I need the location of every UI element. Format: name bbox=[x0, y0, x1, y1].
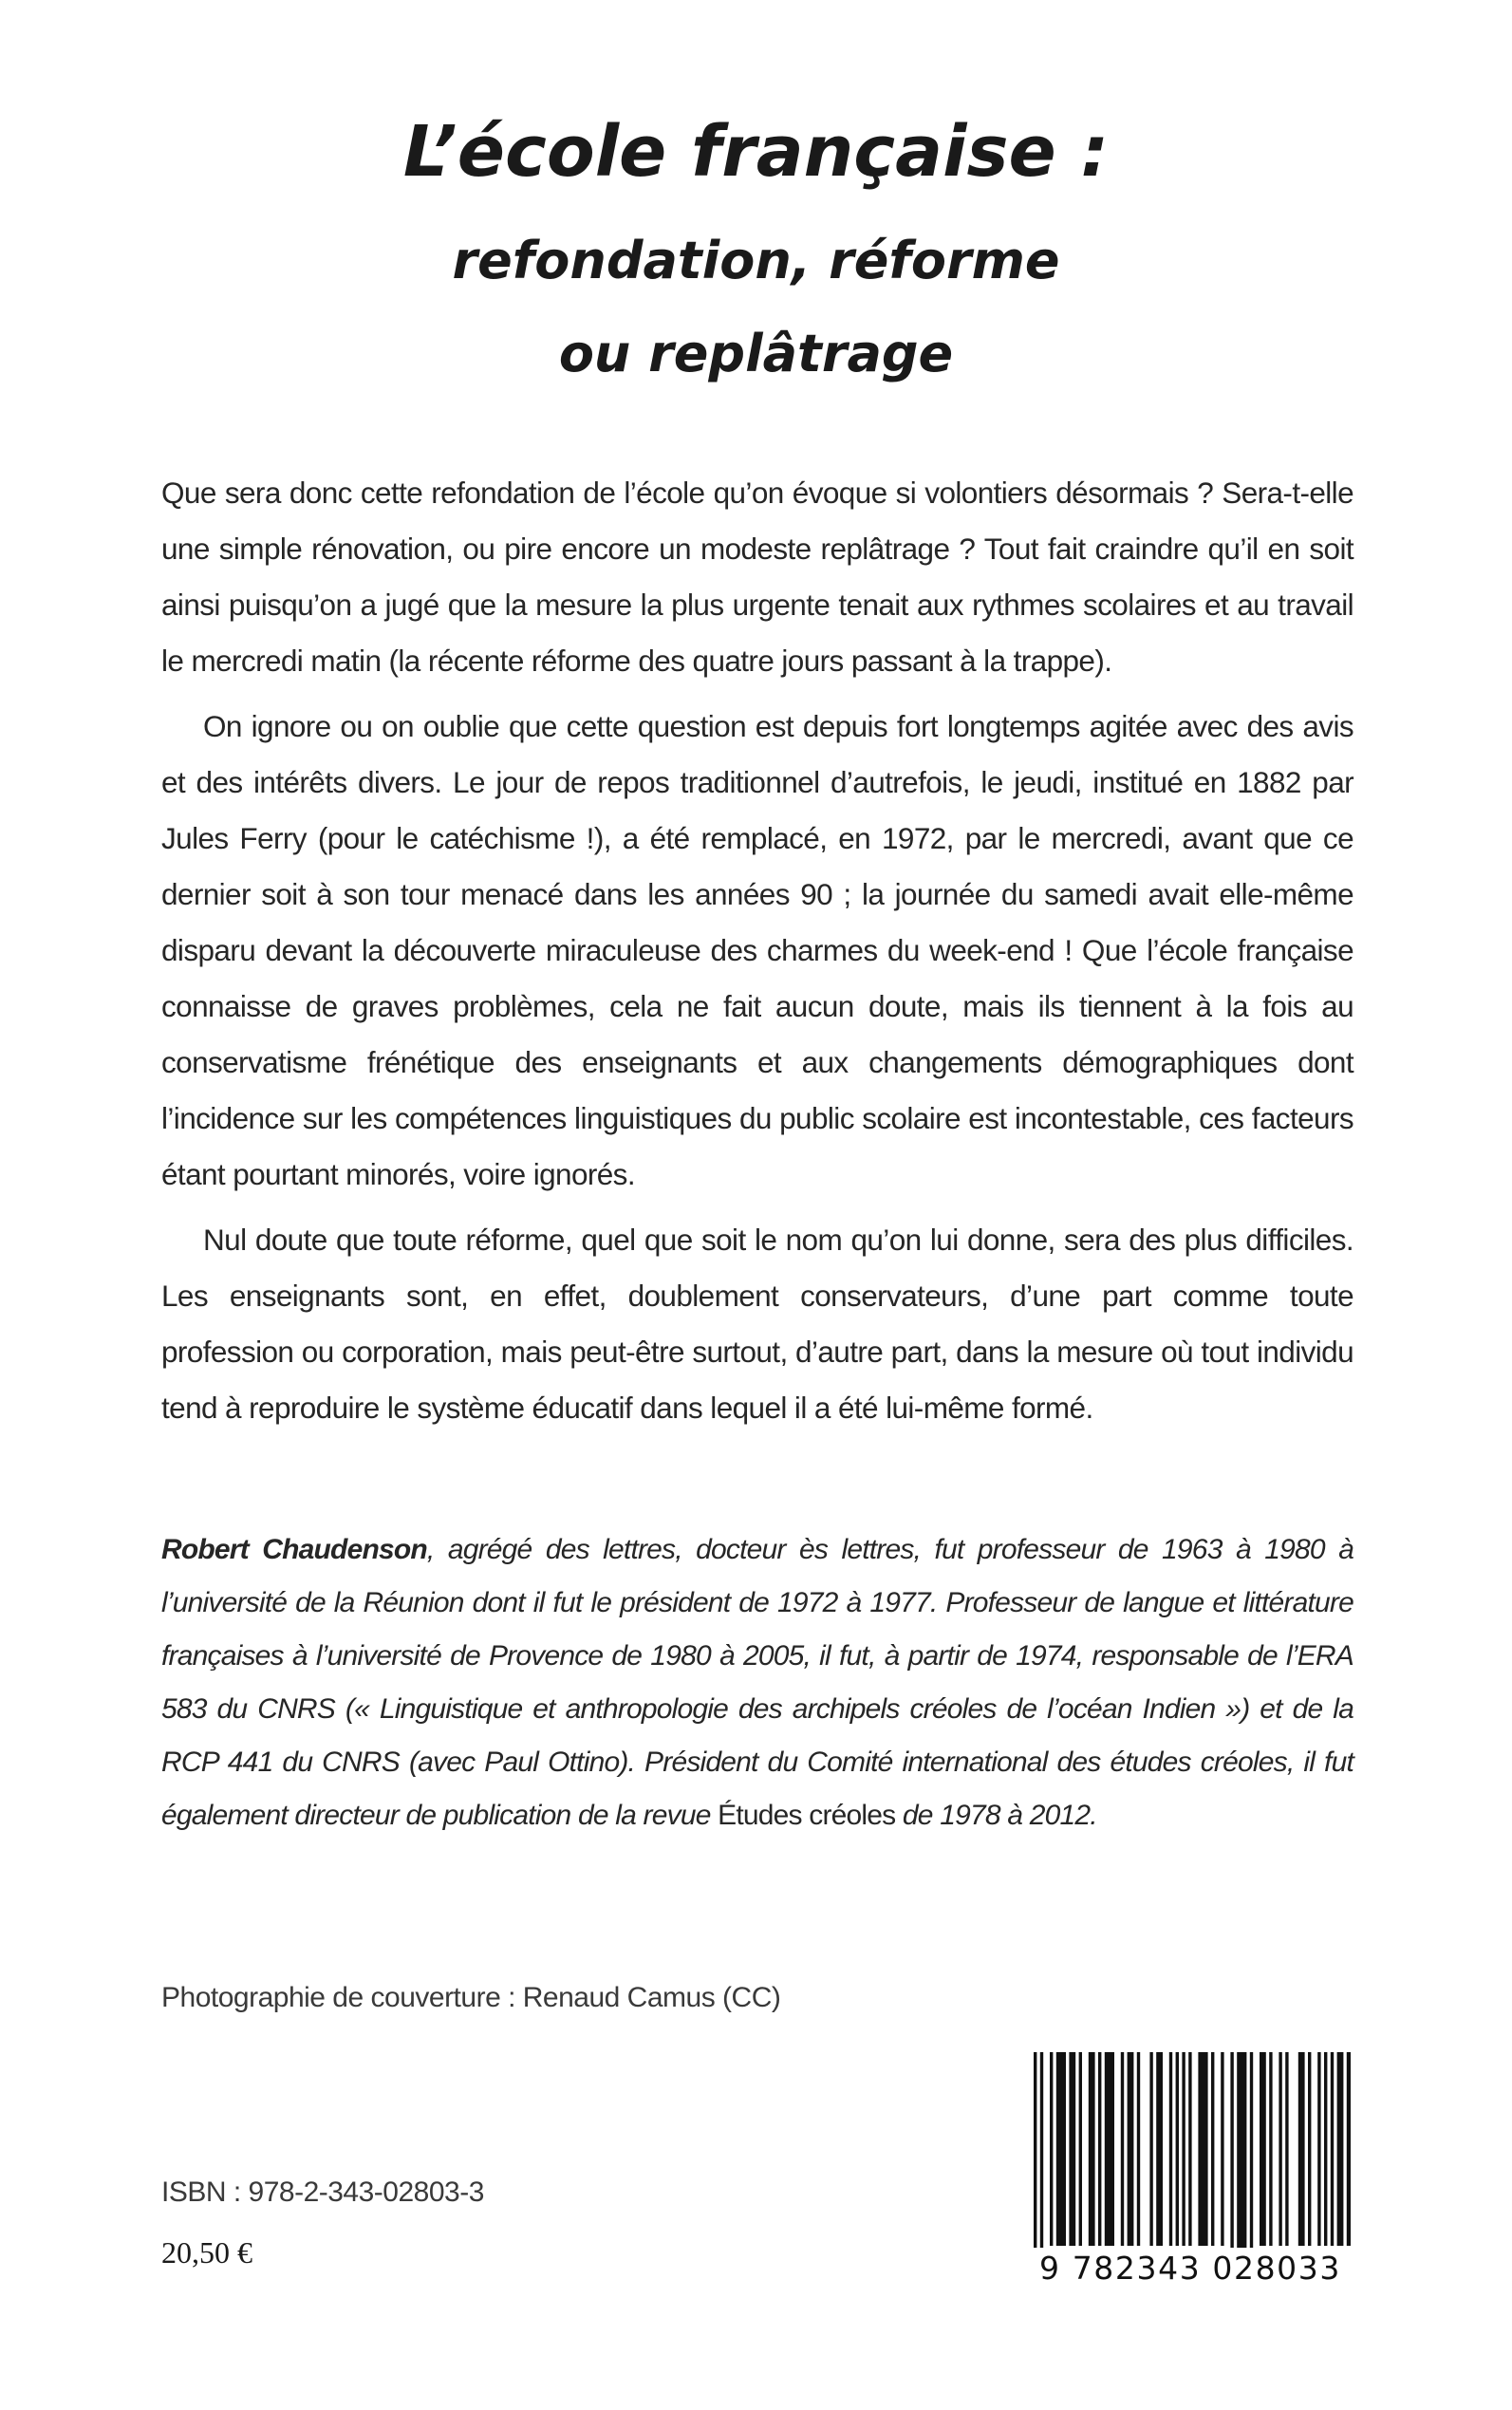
barcode-bar bbox=[1337, 2052, 1344, 2246]
barcode-bar bbox=[1317, 2052, 1320, 2246]
barcode-bar bbox=[1198, 2052, 1207, 2246]
blurb bbox=[161, 465, 1353, 1446]
barcode-bar bbox=[1105, 2052, 1114, 2246]
barcode-bar bbox=[1098, 2052, 1101, 2246]
barcode-bar bbox=[1324, 2052, 1327, 2246]
barcode-bar bbox=[1237, 2052, 1246, 2257]
barcode-bar bbox=[1347, 2052, 1351, 2246]
barcode-bar bbox=[1182, 2052, 1185, 2246]
barcode-bars bbox=[1030, 2052, 1351, 2257]
barcode-bar bbox=[1308, 2052, 1311, 2246]
author-name: Robert Chaudenson bbox=[161, 1534, 427, 1565]
barcode-digits: 9 782343 028033 bbox=[1030, 2248, 1351, 2289]
barcode-bar bbox=[1089, 2052, 1095, 2246]
barcode-bar bbox=[1176, 2052, 1179, 2246]
barcode-bar bbox=[1056, 2052, 1066, 2246]
barcode-bar bbox=[1230, 2052, 1233, 2257]
book-subtitle-line2: ou replâtrage bbox=[558, 324, 954, 383]
barcode-bar bbox=[1269, 2052, 1272, 2246]
barcode-bar bbox=[1079, 2052, 1082, 2246]
barcode-bar bbox=[1050, 2052, 1053, 2246]
barcode-bar bbox=[1069, 2052, 1075, 2246]
barcode-bar bbox=[1331, 2052, 1334, 2246]
author-bio-text-1: , agrégé des lettres, docteur ès lettres, fut professeur de 1963 à 1980 à l’université de la Réunion dont il fut le président de 1972 à 1977. Professeur de langue et littérature françaises à l’université de Provence de 1980 à 2005, il fut, à partir de 1974, responsable de l’ERA 583 du CNRS (« Linguistique et anthropologie des archipels créoles de l’océan Indien ») et de la RCP 441 du CNRS (avec Paul Ottino). Président du Comité international des études créoles, il fut également directeur de publication de la revue bbox=[161, 1534, 1354, 1831]
blurb-paragraph-1: Que sera donc cette refondation de l’école qu’on évoque si volontiers désormais ? Sera-t-elle une simple rénovation, ou pire encore un modeste replâtrage ? Tout fait craindre qu’il en soit ainsi puisqu’on a jugé que la mesure la plus urgente tenait aux rythmes scolaires et au travail le mercredi matin (la récente réforme des quatre jours passant à la trappe). bbox=[161, 476, 1353, 678]
barcode-bar bbox=[1040, 2052, 1043, 2257]
photo-credit: Photographie de couverture : Renaud Camus (CC) bbox=[161, 1982, 781, 2013]
author-bio-text-2: de 1978 à 2012. bbox=[895, 1800, 1097, 1831]
barcode-bar bbox=[1211, 2052, 1214, 2246]
barcode-bar bbox=[1128, 2052, 1134, 2246]
barcode-bar bbox=[1250, 2052, 1253, 2257]
barcode-bar bbox=[1149, 2052, 1152, 2246]
isbn: ISBN : 978-2-343-02803-3 bbox=[161, 2176, 484, 2208]
barcode-bar bbox=[1156, 2052, 1163, 2246]
barcode-bar bbox=[1188, 2052, 1191, 2246]
barcode-bar bbox=[1221, 2052, 1223, 2246]
barcode-bar bbox=[1279, 2052, 1281, 2246]
author-bio bbox=[161, 1523, 1353, 1842]
journal-title: Études créoles bbox=[718, 1800, 896, 1831]
blurb-paragraph-3: Nul doute que toute réforme, quel que soit le nom qu’on lui donne, sera des plus difficiles. Les enseignants sont, en effet, doublement conservateurs, d’une part comme toute profession ou corporation, mais peut-être surtout, d’autre part, dans la mesure où tout individu tend à reproduire le système éducatif dans lequel il a été lui-même formé. bbox=[161, 1223, 1353, 1425]
barcode-bar bbox=[1137, 2052, 1140, 2246]
barcode-bar bbox=[1260, 2052, 1266, 2246]
barcode-bar bbox=[1285, 2052, 1288, 2246]
blurb-paragraph-2: On ignore ou on oublie que cette question est depuis fort longtemps agitée avec des avis et des intérêts divers. Le jour de repos traditionnel d’autrefois, le jeudi, institué en 1882 par Jules Ferry (pour le catéchisme !), a été remplacé, en 1972, par le mercredi, avant que ce dernier soit à son tour menacé dans les années 90 ; la journée du samedi avait elle-même disparu devant la découverte miraculeuse des charmes du week-end ! Que l’école française connaisse de graves problèmes, cela ne fait aucun doute, mais ils tiennent à la fois au conservatisme frénétique des enseignants et aux changements démographiques dont l’incidence sur les compétences linguistiques du public scolaire est incontestable, ces facteurs étant pourtant minorés, voire ignorés. bbox=[161, 709, 1353, 1191]
barcode-bar bbox=[1121, 2052, 1124, 2246]
barcode bbox=[1030, 2052, 1343, 2297]
book-title: L’école française : bbox=[402, 111, 1110, 193]
barcode-bar bbox=[1034, 2052, 1036, 2257]
barcode-bar bbox=[1169, 2052, 1172, 2246]
price: 20,50 € bbox=[161, 2235, 252, 2270]
book-subtitle-line1: refondation, réforme bbox=[452, 231, 1060, 290]
barcode-bar bbox=[1298, 2052, 1305, 2246]
